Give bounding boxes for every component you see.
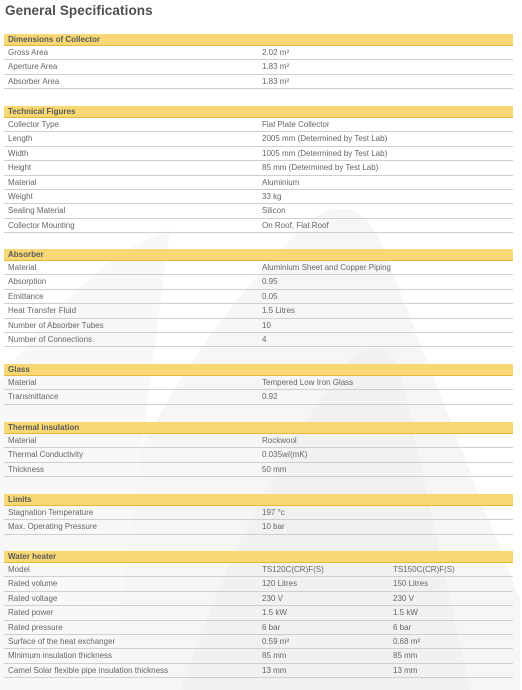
spec-label: Number of Connections (8, 334, 93, 344)
spec-value: Aluminium (262, 177, 300, 187)
spec-value: 0.59 m² (262, 636, 290, 646)
spec-label: Max. Operating Pressure (8, 522, 97, 532)
spec-value: 1.5 Litres (262, 306, 295, 316)
section-heading: Technical Figures (4, 106, 513, 118)
spec-label: Stagnation Temperature (8, 508, 94, 517)
spec-value: 50 mm (262, 464, 287, 474)
spec-value: 0.05 (262, 291, 278, 301)
spec-value: 85 mm (262, 651, 287, 661)
spec-label: Weight (8, 191, 33, 201)
spec-label: Camel Solar flexible pipe insulation thickness (8, 665, 169, 675)
spec-label: Aperture Area (8, 62, 58, 72)
spec-label: Rated volume (8, 579, 58, 589)
spec-label: Sealing Material (8, 206, 66, 216)
spec-section (4, 422, 513, 477)
spec-row (4, 147, 513, 161)
spec-row (4, 204, 513, 218)
spec-row (4, 520, 513, 534)
spec-label: Thermal Conductivity (8, 450, 84, 460)
spec-label: Material (8, 436, 37, 445)
spec-value: 0.035w/(mK) (262, 450, 308, 460)
spec-value: Flat Plate Collector (262, 120, 330, 129)
spec-value: 1.5 kW (393, 608, 418, 618)
spec-value: 33 kg (262, 191, 282, 201)
spec-value: Silicon (262, 206, 286, 216)
spec-row (4, 190, 513, 204)
spec-label: Width (8, 148, 29, 158)
spec-value: On Roof, Flat Roof (262, 220, 329, 230)
spec-label: Absorber Area (8, 76, 60, 86)
spec-row (4, 448, 513, 462)
spec-value: Rockwool (262, 436, 297, 445)
spec-row (4, 390, 513, 404)
spec-value: 85 mm (393, 651, 418, 661)
spec-section (4, 551, 513, 678)
spec-row (4, 606, 513, 620)
spec-label: Thickness (8, 464, 45, 474)
spec-value: 2.02 m² (262, 48, 290, 57)
spec-row (4, 319, 513, 333)
spec-label: Absorption (8, 277, 47, 287)
spec-row (4, 60, 513, 74)
section-heading: Absorber (4, 249, 513, 261)
spec-value: 0.92 (262, 392, 278, 402)
spec-label: Height (8, 163, 32, 173)
spec-value: 1005 mm (Determined by Test Lab) (262, 148, 388, 158)
spec-row (4, 333, 513, 347)
spec-value: TS150C(CR)F(S) (393, 565, 455, 574)
spec-label: Material (8, 378, 37, 387)
spec-value: 0.68 m² (393, 636, 421, 646)
spec-value: 10 (262, 320, 271, 330)
spec-label: Collector Type (8, 120, 59, 129)
section-heading: Glass (4, 364, 513, 376)
section-heading: Thermal insulation (4, 422, 513, 434)
spec-row (4, 649, 513, 663)
spec-label: Material (8, 263, 37, 272)
spec-value: 1.83 m² (262, 62, 290, 72)
spec-row (4, 46, 513, 60)
spec-label: Gross Area (8, 48, 49, 57)
spec-label: Heat Transfer Fluid (8, 306, 77, 316)
spec-row (4, 261, 513, 275)
spec-label: Model (8, 565, 30, 574)
spec-value: Aluminium Sheet and Copper Piping (262, 263, 391, 272)
spec-label: Emittance (8, 291, 44, 301)
spec-row (4, 118, 513, 132)
spec-row (4, 176, 513, 190)
spec-value: 150 Litres (393, 579, 429, 589)
spec-row (4, 290, 513, 304)
section-heading: Limits (4, 494, 513, 506)
spec-row (4, 275, 513, 289)
spec-label: Collector Mounting (8, 220, 75, 230)
page-title: General Specifications (5, 3, 153, 18)
spec-value: 1.83 m² (262, 76, 290, 86)
spec-value: 230 V (393, 593, 414, 603)
spec-value: 6 bar (393, 622, 412, 632)
spec-label: Number of Absorber Tubes (8, 320, 104, 330)
spec-value: TS120C(CR)F(S) (262, 565, 324, 574)
section-heading: Dimensions of Collector (4, 34, 513, 46)
spec-value: 230 V (262, 593, 283, 603)
spec-section (4, 106, 513, 233)
spec-label: Rated pressure (8, 622, 63, 632)
spec-section (4, 494, 513, 535)
spec-row (4, 635, 513, 649)
spec-row (4, 506, 513, 520)
spec-value: 1.5 kW (262, 608, 287, 618)
spec-label: Rated power (8, 608, 54, 618)
spec-section (4, 34, 513, 89)
spec-value: 120 Litres (262, 579, 298, 589)
spec-row (4, 577, 513, 591)
spec-value: 85 mm (Determined by Test Lab) (262, 163, 379, 173)
spec-section (4, 364, 513, 405)
spec-section (4, 249, 513, 347)
spec-value: 13 mm (262, 665, 287, 675)
spec-row (4, 304, 513, 318)
spec-value: 2005 mm (Determined by Test Lab) (262, 134, 388, 144)
spec-value: 4 (262, 334, 267, 344)
spec-label: Material (8, 177, 37, 187)
spec-value: 197 °c (262, 508, 285, 517)
spec-label: Length (8, 134, 33, 144)
spec-value: 10 bar (262, 522, 285, 532)
spec-row (4, 621, 513, 635)
spec-row (4, 75, 513, 89)
spec-row (4, 132, 513, 146)
spec-value: 13 mm (393, 665, 418, 675)
spec-row (4, 376, 513, 390)
spec-row (4, 563, 513, 577)
spec-value: Tempered Low Iron Glass (262, 378, 354, 387)
spec-row (4, 592, 513, 606)
spec-label: Transmittance (8, 392, 59, 402)
section-heading: Water heater (4, 551, 513, 563)
spec-row (4, 219, 513, 233)
spec-label: Surface of the heat exchanger (8, 636, 116, 646)
spec-row (4, 664, 513, 678)
spec-row (4, 434, 513, 448)
spec-value: 0.95 (262, 277, 278, 287)
spec-value: 6 bar (262, 622, 281, 632)
spec-label: Rated voltage (8, 593, 58, 603)
spec-row (4, 161, 513, 175)
spec-label: Minimum insulation thickness (8, 651, 113, 661)
spec-row (4, 463, 513, 477)
